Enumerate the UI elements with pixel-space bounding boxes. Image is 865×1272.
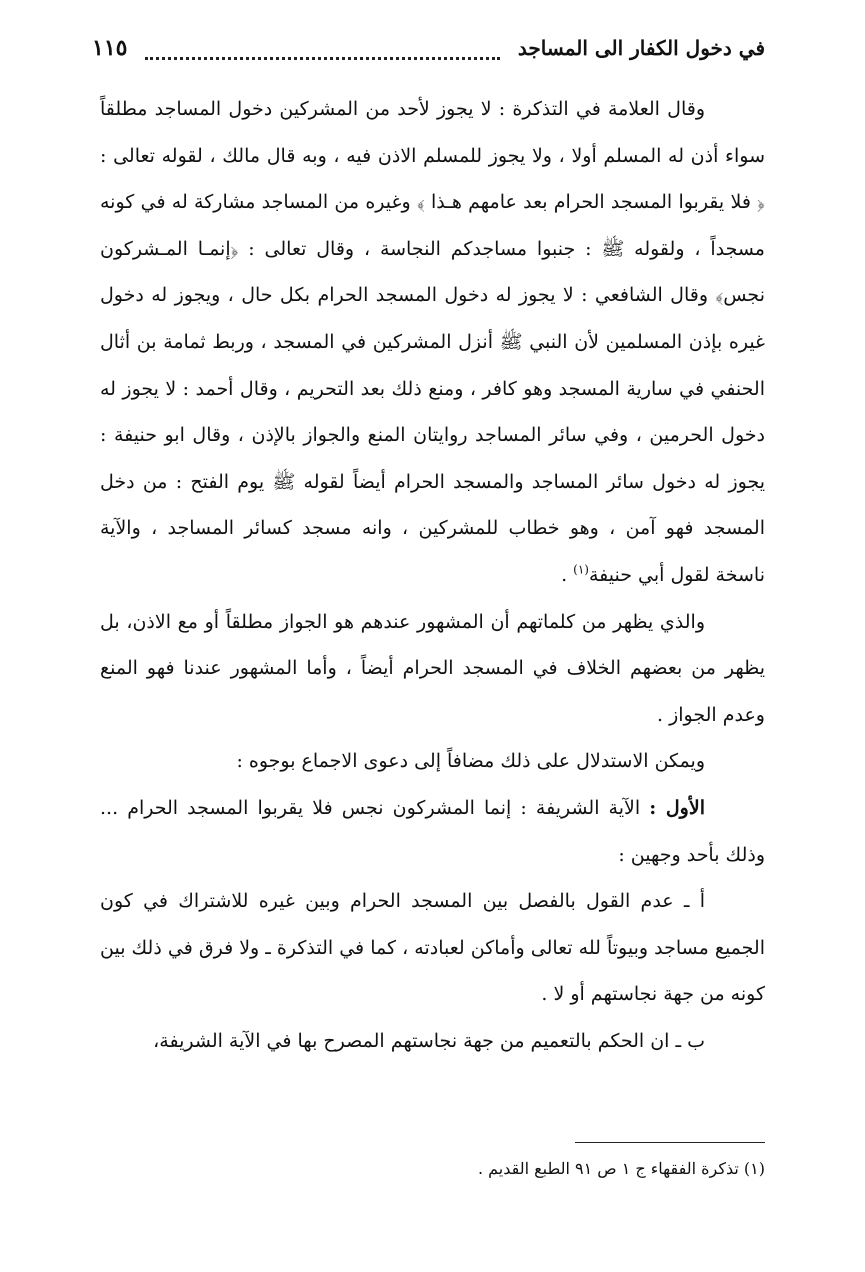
dotted-leader <box>145 47 499 60</box>
paragraph-4-text: الآية الشريفة : إنما المشركون نجس فلا يقربوا المسجد الحرام ... وذلك بأحد وجهين : <box>100 796 765 866</box>
paragraph-1-end: . <box>561 563 574 586</box>
footnote: (١) تذكرة الفقهاء ج ١ ص ٩١ الطبع القديم . <box>477 1159 765 1178</box>
paragraph-4-label: الأول : <box>649 796 705 819</box>
paragraph-6: ب ـ ان الحكم بالتعميم من جهة نجاستهم المصرح بها في الآية الشريفة، <box>153 1029 705 1052</box>
page-number: ١١٥ <box>92 35 128 61</box>
paragraph-1-text: وقال العلامة في التذكرة : لا يجوز لأحد من المشركين دخول المساجد مطلقاً سواء أذن له المسلم أولا ، ولا يجوز للمسلم الاذن فيه ، وبه قال مالك ، لقوله تعالى : ﴿ فلا يقربوا المسجد الحرام بعد عامهم هـذا ﴾ وغيره من المساجد مشاركة له في كونه مسجداً ، ولقوله ﷺ : جنبوا مساجدكم النجاسة ، وقال تعالى : ﴿إنمـا المـشركون نجس﴾ وقال الشافعي : لا يجوز له دخول المسجد الحرام بكل حال ، ويجوز له دخول غيره بإذن المسلمين لأن النبي ﷺ أنزل المشركين في المسجد ، وربط ثمامة بن أثال الحنفي في سارية المسجد وهو كافر ، ومنع ذلك بعد التحريم ، وقال أحمد : لا يجوز له دخول الحرمين ، وفي سائر المساجد روايتان المنع والجواز بالإذن ، وقال ابو حنيفة : يجوز له دخول سائر المساجد والمسجد الحرام أيضاً لقوله ﷺ يوم الفتح : من دخل المسجد فهو آمن ، وهو خطاب للمشركين ، وانه مسجد كسائر المساجد ، والآية ناسخة لقول أبي حنيفة <box>100 98 765 586</box>
paragraph-3: ويمكن الاستدلال على ذلك مضافاً إلى دعوى الاجماع بوجوه : <box>236 750 705 773</box>
paragraph-4 <box>100 785 765 878</box>
page-header <box>92 26 765 70</box>
footnote-divider <box>575 1142 765 1143</box>
running-title: في دخول الكفار الى المساجد <box>517 36 765 60</box>
paragraph-1 <box>100 86 765 599</box>
body-text <box>100 86 765 1064</box>
footnote-marker: (١) <box>573 562 589 577</box>
paragraph-5: أ ـ عدم القول بالفصل بين المسجد الحرام وبين غيره للاشتراك في كون الجميع مساجد وبيوتاً لله تعالى وأماكن لعبادته ، كما في التذكرة ـ ولا فرق في ذلك بين كونه من جهة نجاستهم أو لا . <box>100 890 765 1006</box>
paragraph-2: والذي يظهر من كلماتهم أن المشهور عندهم هو الجواز مطلقاً أو مع الاذن، بل يظهر من بعضهم الخلاف في المسجد الحرام أيضاً ، وأما المشهور عندنا فهو المنع وعدم الجواز . <box>100 610 765 726</box>
